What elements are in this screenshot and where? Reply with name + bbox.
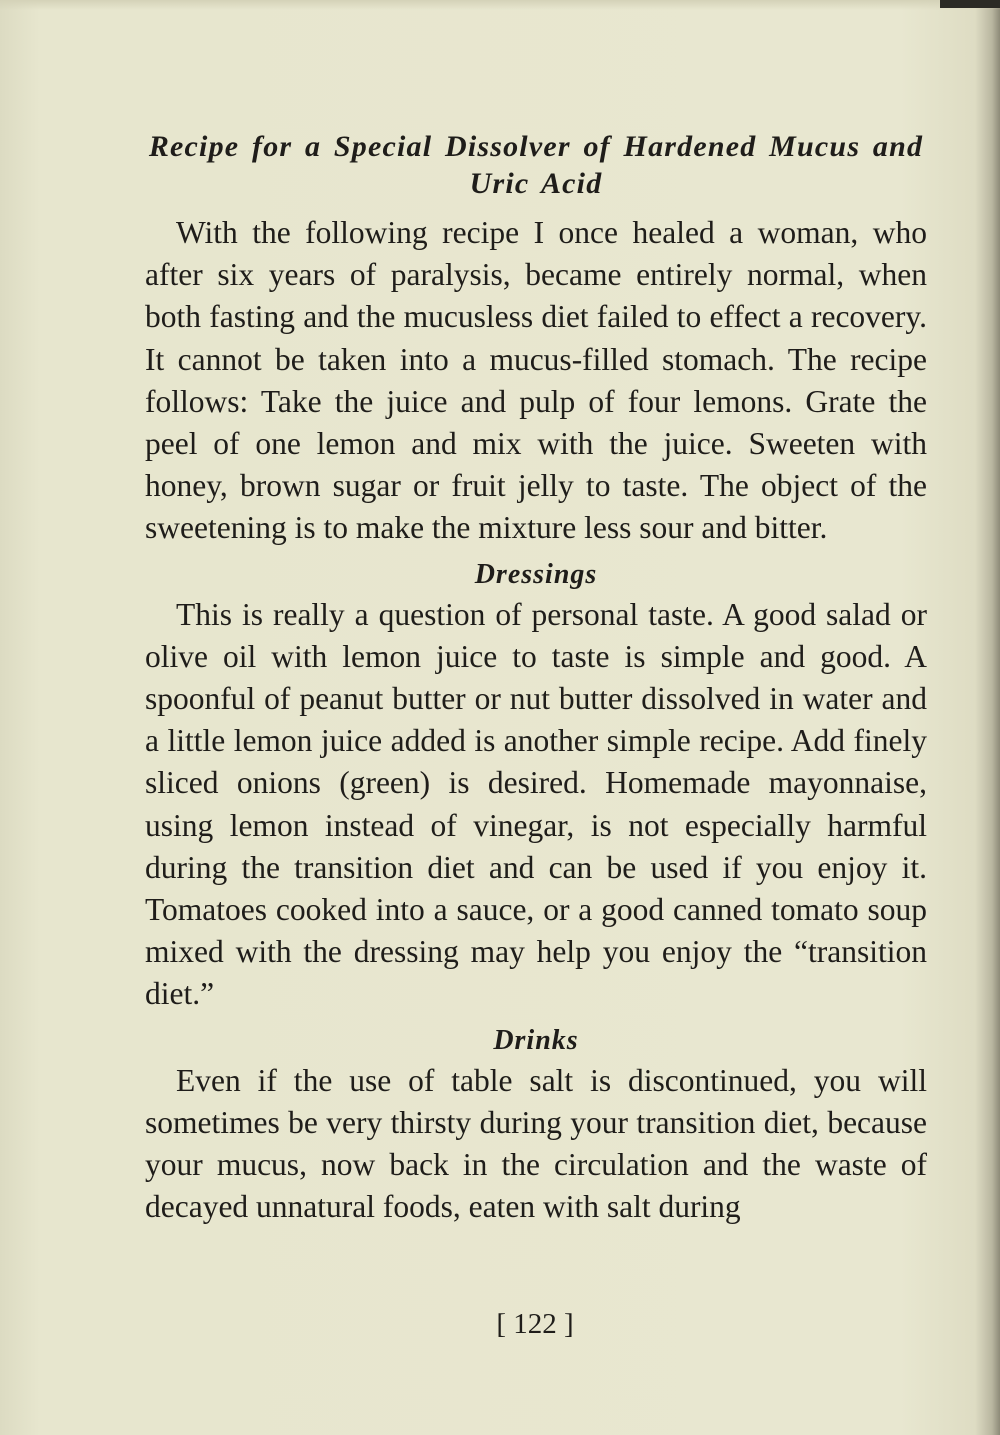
page-content xyxy=(145,128,927,1228)
scan-corner-mark xyxy=(940,0,1000,8)
drinks-paragraph: Even if the use of table salt is discontinued, you will sometimes be very thirsty during your transition diet, because your mucus, now back in the circulation and the waste of decayed unnatural foods, eaten with salt during xyxy=(145,1062,927,1225)
recipe-paragraph: With the following recipe I once healed a woman, who after six years of paralysis, became entirely normal, when both fasting and the mucusless diet failed to effect a recovery. It cannot be taken into a mucus-filled stomach. The recipe follows: Take the juice and pulp of four lemons. Grate the peel of one lemon and mix with the juice. Sweeten with honey, brown sugar or fruit jelly to taste. The object of the sweetening is to make the mixture less sour and bitter. xyxy=(145,215,927,546)
drinks-heading: Drinks xyxy=(493,1024,579,1056)
page-number: [ 122 ] xyxy=(496,1308,574,1340)
page-top-shadow xyxy=(0,0,1000,10)
dressings-heading: Dressings xyxy=(474,558,598,590)
dressings-paragraph: This is really a question of personal taste. A good salad or olive oil with lemon juice to taste is simple and good. A spoonful of peanut butter or nut butter dissolved in water and a little lemon juice added is another simple recipe. Add finely sliced onions (green) is desired. Homemade mayonnaise, using lemon instead of vinegar, is not especially harmful during the transition diet and can be used if you enjoy it. Tomatoes cooked into a sauce, or a good canned tomato soup mixed with the dressing may help you enjoy the “transition diet.” xyxy=(145,596,927,1012)
recipe-title: Recipe for a Special Dissolver of Hardened Mucus and Uric Acid xyxy=(148,130,924,200)
